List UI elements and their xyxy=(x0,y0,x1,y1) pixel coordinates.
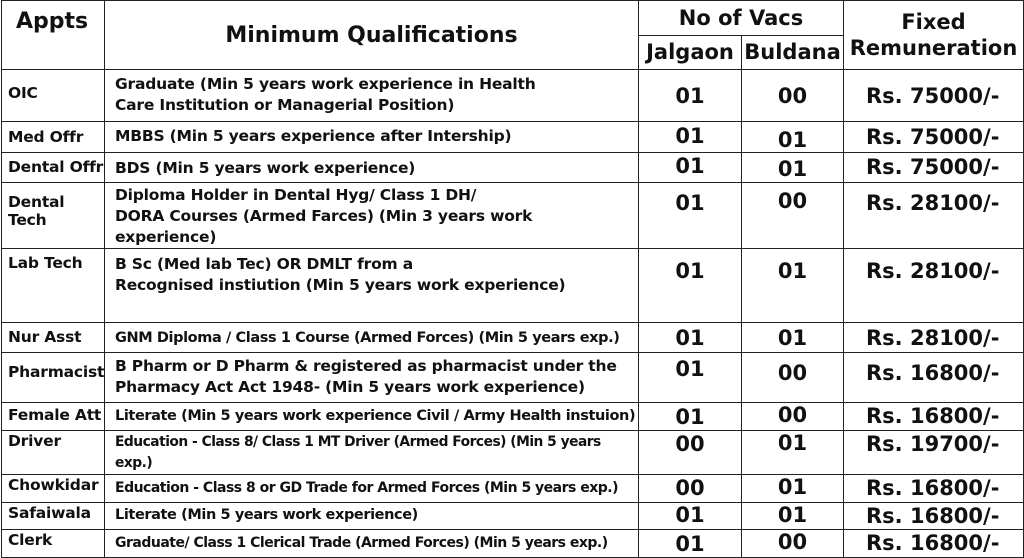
jalgaon-cell: 01 xyxy=(639,183,742,249)
qualification-cell: BDS (Min 5 years work experience) xyxy=(105,153,639,183)
buldana-cell: 01 xyxy=(742,503,844,530)
jalgaon-cell: 01 xyxy=(639,503,742,530)
qualification-cell xyxy=(105,249,639,323)
header-min-qualifications: Minimum Qualifications xyxy=(105,1,639,70)
buldana-cell: 00 xyxy=(742,70,844,122)
qualification-line: DORA Courses (Armed Farces) (Min 3 years work experience) xyxy=(115,207,533,246)
remuneration-cell: Rs. 16800/- xyxy=(844,403,1024,431)
appt-cell: Dental Offr xyxy=(2,153,105,183)
remuneration-cell: Rs. 16800/- xyxy=(844,475,1024,503)
jalgaon-cell: 01 xyxy=(639,122,742,153)
header-no-of-vacs: No of Vacs xyxy=(639,1,844,36)
table-row xyxy=(2,153,1024,183)
jalgaon-cell: 01 xyxy=(639,403,742,431)
remuneration-cell: Rs. 28100/- xyxy=(844,183,1024,249)
jalgaon-cell: 00 xyxy=(639,431,742,475)
buldana-cell: 01 xyxy=(742,122,844,153)
header-buldana: Buldana xyxy=(742,35,844,70)
qualification-line: Care Institution or Managerial Position) xyxy=(115,96,455,114)
qualification-cell: GNM Diploma / Class 1 Course (Armed Forces) (Min 5 years exp.) xyxy=(105,323,639,353)
qualification-line: Graduate (Min 5 years work experience in Health xyxy=(115,75,536,93)
table-row xyxy=(2,403,1024,431)
qualification-line: B Sc (Med lab Tec) OR DMLT from a xyxy=(115,255,413,273)
appt-cell: Pharmacist xyxy=(2,353,105,403)
appt-cell: Safaiwala xyxy=(2,503,105,530)
appt-cell: Lab Tech xyxy=(2,249,105,323)
qualification-line: Recognised instiution (Min 5 years work experience) xyxy=(115,276,566,294)
qualification-line: Diploma Holder in Dental Hyg/ Class 1 DH/ xyxy=(115,186,477,204)
qualification-line: B Pharm or D Pharm & registered as pharmacist under the xyxy=(115,357,617,375)
table-row xyxy=(2,353,1024,403)
appt-cell: OIC xyxy=(2,70,105,122)
table-row xyxy=(2,122,1024,153)
buldana-cell: 00 xyxy=(742,403,844,431)
buldana-cell: 00 xyxy=(742,353,844,403)
qualification-cell xyxy=(105,70,639,122)
remuneration-cell: Rs. 19700/- xyxy=(844,431,1024,475)
header-fixed: Fixed xyxy=(901,10,966,34)
appt-cell: Clerk xyxy=(2,530,105,558)
header-fixed-remuneration xyxy=(844,1,1024,70)
remuneration-cell: Rs. 75000/- xyxy=(844,122,1024,153)
buldana-cell: 01 xyxy=(742,323,844,353)
remuneration-cell: Rs. 75000/- xyxy=(844,153,1024,183)
qualification-cell: Education - Class 8/ Class 1 MT Driver (Armed Forces) (Min 5 years exp.) xyxy=(105,431,639,475)
buldana-cell: 01 xyxy=(742,249,844,323)
header-remuneration: Remuneration xyxy=(849,36,1018,60)
buldana-cell: 00 xyxy=(742,530,844,558)
qualification-cell: Education - Class 8 or GD Trade for Armed Forces (Min 5 years exp.) xyxy=(105,475,639,503)
jalgaon-cell: 01 xyxy=(639,530,742,558)
buldana-cell: 01 xyxy=(742,153,844,183)
appt-cell: Nur Asst xyxy=(2,323,105,353)
appt-cell: Dental Tech xyxy=(2,183,105,249)
jalgaon-cell: 01 xyxy=(639,323,742,353)
buldana-cell: 01 xyxy=(742,431,844,475)
table-row xyxy=(2,183,1024,249)
jalgaon-cell: 01 xyxy=(639,153,742,183)
remuneration-cell: Rs. 16800/- xyxy=(844,503,1024,530)
vacancy-table xyxy=(1,0,1024,558)
appt-cell: Chowkidar xyxy=(2,475,105,503)
header-appts: Appts xyxy=(2,1,105,70)
buldana-cell: 00 xyxy=(742,183,844,249)
jalgaon-cell: 01 xyxy=(639,249,742,323)
remuneration-cell: Rs. 75000/- xyxy=(844,70,1024,122)
buldana-cell: 01 xyxy=(742,475,844,503)
remuneration-cell: Rs. 16800/- xyxy=(844,353,1024,403)
table-row xyxy=(2,503,1024,530)
table-row xyxy=(2,249,1024,323)
appt-cell: Female Att xyxy=(2,403,105,431)
jalgaon-cell: 01 xyxy=(639,70,742,122)
qualification-cell: MBBS (Min 5 years experience after Intership) xyxy=(105,122,639,153)
qualification-cell: Literate (Min 5 years work experience Civil / Army Health instuion) xyxy=(105,403,639,431)
qualification-cell: Graduate/ Class 1 Clerical Trade (Armed Forces) (Min 5 years exp.) xyxy=(105,530,639,558)
appt-cell: Driver xyxy=(2,431,105,475)
table-row xyxy=(2,323,1024,353)
header-jalgaon: Jalgaon xyxy=(639,35,742,70)
appt-cell: Med Offr xyxy=(2,122,105,153)
qualification-line: Pharmacy Act Act 1948- (Min 5 years work experience) xyxy=(115,378,585,396)
table-row xyxy=(2,70,1024,122)
jalgaon-cell: 01 xyxy=(639,353,742,403)
table-row xyxy=(2,431,1024,475)
qualification-cell xyxy=(105,183,639,249)
remuneration-cell: Rs. 28100/- xyxy=(844,323,1024,353)
qualification-cell: Literate (Min 5 years work experience) xyxy=(105,503,639,530)
remuneration-cell: Rs. 16800/- xyxy=(844,530,1024,558)
remuneration-cell: Rs. 28100/- xyxy=(844,249,1024,323)
table-row xyxy=(2,475,1024,503)
qualification-cell xyxy=(105,353,639,403)
jalgaon-cell: 00 xyxy=(639,475,742,503)
table-row xyxy=(2,530,1024,558)
